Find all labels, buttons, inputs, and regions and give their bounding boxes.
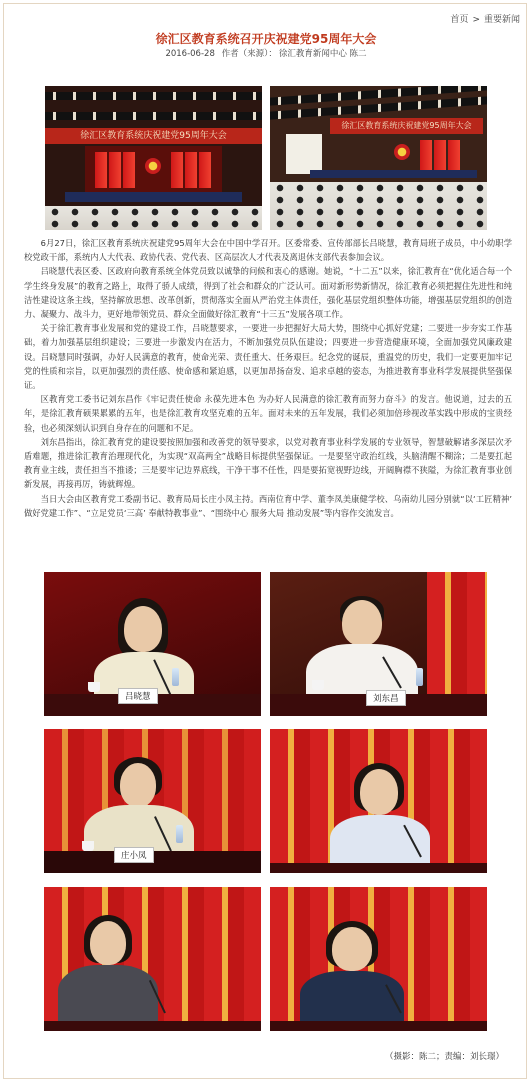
photo-credit: （摄影：陈二；责编：刘长璟） [384,1052,504,1062]
article-meta [0,47,532,59]
paragraph-3: 关于徐汇教育事业发展和党的建设工作，吕晓慧要求，一要进一步把握好大局大势，围绕中心抓好党建；二要进一步夯实工作基础，着力加强基层组织建设；三要进一步激发内在活力，不断加强党员队伍建设；四要进一步营造健康环境，全面加强党风廉政建设。吕晓慧同时强调，办好人民满意的教育，使命光荣、责任重大、任务艰巨。纪念党的诞辰，重温党的历史，我们一定要更加牢记党的性质和宗旨，以更加强烈的责任感、使命感和紧迫感，以更加昂扬奋发、追求卓越的姿态，为推进教育事业科学发展提供坚强保证。 [24,323,512,391]
breadcrumb-current-link[interactable]: 重要新闻 [483,15,520,25]
photo-speaker-lv-xiaohui [44,572,261,716]
nameplate-2: 刘东昌 [366,690,406,706]
article-date: 2016-06-28 [165,49,215,59]
photo-speaker-4 [270,729,487,873]
breadcrumb-home-link[interactable]: 首页 [450,15,469,25]
photo-speaker-liu-dongchang [270,572,487,716]
hall-banner-text-1: 徐汇区教育系统庆祝建党95周年大会 [45,128,262,144]
paragraph-2: 吕晓慧代表区委、区政府向教育系统全体党员致以诚挚的问候和衷心的感谢。她说，“十二五”以来，徐汇教育在“优化适合每一个学生终身发展”的教育之路上，取得了骄人成绩，得到了社会和群众的广泛认可。面对新形势新情况，徐汇教育必须把握住先进性和纯洁性建设这条主线，坚持解放思想、改革创新，贯彻落实全面从严治党主体责任，强化基层党组织整体功能，增强基层党组织的创造力、凝聚力、战斗力，更好地带领党员、群众全面做好徐汇教育“十三五”发展各项工作。 [24,266,512,320]
paragraph-6: 当日大会由区教育党工委副书记、教育局局长庄小凤主持。西南位育中学、董李凤美康健学校、乌南幼儿园分别就“以‘工匠精神’ 做好党建工作”、“立足党员‘三高’ 奉献特教事业”、“围绕中心 服务大局 推动发展”等内容作交流发言。 [24,493,512,518]
paragraph-4: 区教育党工委书记刘东昌作《牢记责任使命 永葆先进本色 为办好人民满意的徐汇教育而努力奋斗》的发言。他说道，过去的五年，是徐汇教育硕果累累的五年，也是徐汇教育攻坚克难的五年。面对未来的五年发展，我们必须加倍珍视改革实践中形成的宝贵经验，也必须深刻认识到自身存在的问题和不足。 [24,394,512,433]
nameplate-1: 吕晓慧 [118,688,158,704]
hall-banner-text-2: 徐汇区教育系统庆祝建党95周年大会 [330,118,483,134]
paragraph-1: 6月27日，徐汇区教育系统庆祝建党95周年大会在中国中学召开。区委常委、宣传部部长吕晓慧，教育局班子成员，中小幼职学校党政干部，系统内人大代表、政协代表、党代表、区高层次人才代表及离退休支部代表参加会议。 [24,238,512,263]
article-author: 徐汇教育新闻中心 陈二 [278,49,367,59]
photo-speaker-6 [270,887,487,1031]
photo-speaker-zhuang-xiaofeng [44,729,261,873]
photo-meeting-hall-front [45,86,262,230]
photo-speaker-5 [44,887,261,1031]
breadcrumb-separator: > [472,15,480,25]
breadcrumb [450,12,520,25]
article-body [24,236,512,520]
author-label: 作者（来源）： [221,49,277,59]
article-title: 徐汇区教育系统召开庆祝建党95周年大会 [155,32,377,46]
paragraph-5: 刘东昌指出，徐汇教育党的建设要按照加强和改善党的领导要求，以党对教育事业科学发展的专业领导，智慧破解诸多深层次矛盾难题，推进徐汇教育治理现代化，为实现“双高两全”战略目标提供坚强保证。一是要坚守政治红线，头脑清醒不糊涂；二是要扛起教育业主线，责任担当不推诿；三是要牢记边界底线，干净干事不任性，四是要拓宽视野边线，开阔胸襟不狭隘，为徐汇教育事业创新发展，再接再厉，铸就辉煌。 [24,436,512,490]
photo-meeting-hall-wide [270,86,487,230]
party-emblem-icon [145,158,161,174]
nameplate-3: 庄小凤 [114,847,154,863]
